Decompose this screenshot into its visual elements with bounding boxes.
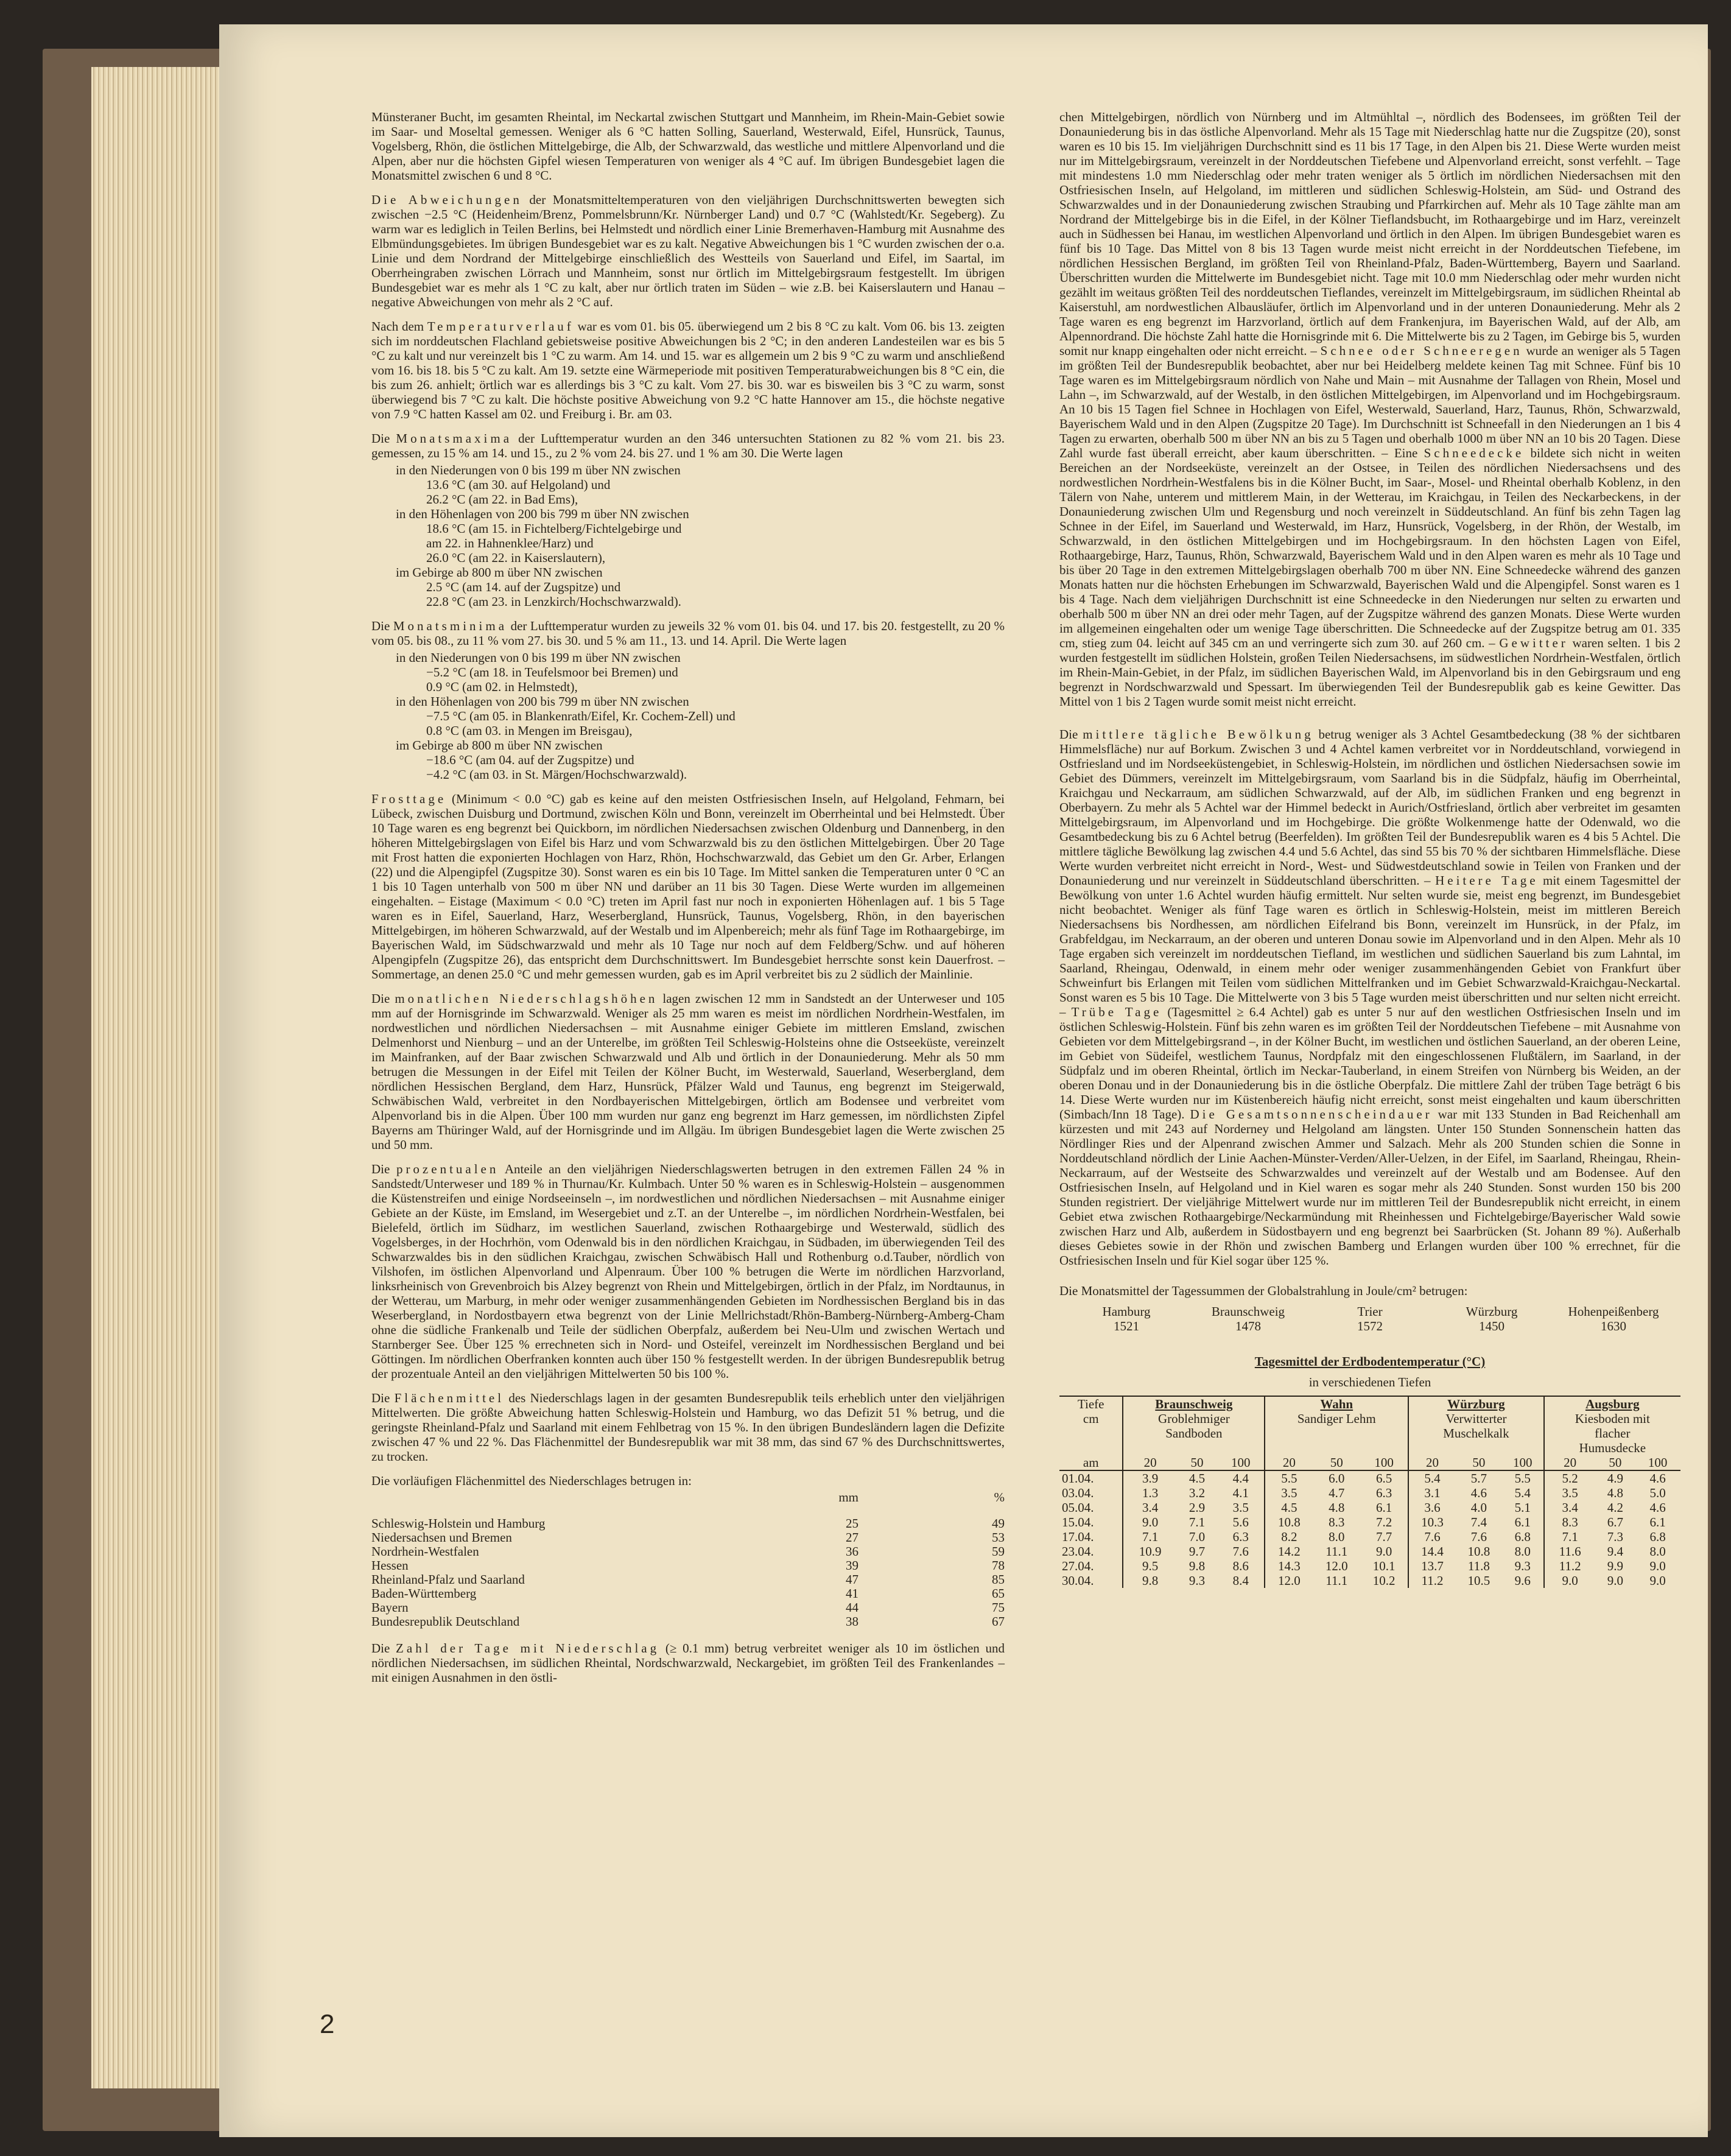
date-label: am <box>1059 1455 1123 1470</box>
soil-temp-value: 7.7 <box>1375 1529 1392 1544</box>
station-value: 1478 <box>1235 1319 1261 1333</box>
table-row <box>371 1615 1005 1629</box>
soil-temp-value: 4.7 <box>1329 1486 1345 1500</box>
soil-temp-value: 5.5 <box>1265 1470 1313 1486</box>
soil-temp-value: 7.1 <box>1544 1529 1596 1544</box>
soil-temp-value: 10.8 <box>1467 1544 1490 1559</box>
soil-temp-value: 9.0 <box>1649 1573 1666 1588</box>
soil-temp-value: 8.0 <box>1329 1529 1345 1544</box>
soil-temp-value: 6.8 <box>1649 1529 1666 1544</box>
soil-temp-value: 14.3 <box>1265 1559 1313 1573</box>
row-date: 27.04. <box>1062 1559 1094 1573</box>
depth-header: 50 <box>1456 1455 1502 1470</box>
soil-temp-value: 5.6 <box>1232 1515 1249 1529</box>
depth-header: 20 <box>1408 1455 1456 1470</box>
soil-temp-value: 11.2 <box>1544 1559 1596 1573</box>
soil-temp-value: 9.8 <box>1189 1559 1206 1573</box>
station-name: Augsburg <box>1544 1396 1680 1411</box>
soil-temp-value: 5.4 <box>1408 1470 1456 1486</box>
soil-temp-value: 9.3 <box>1189 1573 1206 1588</box>
soil-temp-value: 7.0 <box>1189 1529 1206 1544</box>
soil-temp-value: 6.3 <box>1375 1486 1392 1500</box>
soil-temp-value: 9.4 <box>1607 1544 1624 1559</box>
value-line: im Gebirge ab 800 m über NN zwischen <box>396 738 603 753</box>
paragraph-frosttage: Frosttage (Minimum < 0.0 °C) gab es keine auf den meisten Ostfriesischen Inseln, auf Helgoland, Fehmarn, bei Lübeck, zwischen Duisburg und Dortmund, zwischen Köln und Bonn, vereinzelt im Oberrheintal und bei Helmstedt. Über 10 Tage waren es eng begrenzt bei Quickborn, im nördlichen Niedersachsen zwischen Oldenburg und Dannenberg, in den höheren Mittelgebirgslagen von Eifel bis Harz und vom Schwarzwald bis zu den östlichen Mittelgebirgen. Über 20 Tage mit Frost hatten die exponierten Hochlagen von Harz, Rhön, Hochschwarzwald, das Gebiet um den Gr. Arber, Erlangen (22) und die Alpengipfel (Zugspitze 30). Sonst waren es ein bis 10 Tage. Im Mittel sanken die Temperaturen unter 0 °C an 1 bis 10 Tagen unterhalb von 500 m über NN und darüber an 11 bis 30 Tagen. Diese Werte wurden im allgemeinen eingehalten. – Eistage (Maximum < 0.0 °C) treten im April fast nur noch in exponierten Höhenlagen auf. 1 bis 5 Tage waren es in Eifel, Sauerland, Harz, Weserbergland, Hunsrück, Taunus, Vogelsberg, Rhön, in den bayerischen Mittelgebirgen, im höheren Schwarzwald, auf der Westalb und im Alpenbereich; mehr als fünf Tage im Rothaargebirge, im Bayerischen Wald, im Südschwarzwald und mehr als 10 Tage nur noch auf dem Feldberg/Schw. und auf höheren Alpengipfeln (Zugspitze 26), das entspricht dem Durchschnittswert. Im Bundesgebiet herrschte sonst kein Dauerfrost. – Sommertage, an denen 25.0 °C und mehr gemessen wurden, gab es im April verbreitet bis zu 2 südlich der Mainlinie. <box>371 792 1005 981</box>
station-soil-type: flacher <box>1544 1426 1680 1441</box>
soil-temp-value: 6.3 <box>1232 1529 1249 1544</box>
table-row <box>371 1559 1005 1573</box>
soil-temp-value: 4.9 <box>1607 1471 1624 1486</box>
soil-temp-value: 8.4 <box>1232 1573 1249 1588</box>
soil-temp-value: 3.4 <box>1544 1500 1596 1515</box>
value-line: 22.8 °C (am 23. in Lenzkirch/Hochschwarzwald). <box>426 594 681 609</box>
soil-temp-value: 3.9 <box>1123 1470 1176 1486</box>
soil-temp-value: 9.0 <box>1375 1544 1392 1559</box>
depth-header: 20 <box>1544 1455 1596 1470</box>
soil-temp-value: 2.9 <box>1189 1500 1206 1515</box>
cell-region: Rheinland-Pfalz und Saarland <box>371 1572 525 1587</box>
precipitation-table <box>371 1491 1005 1629</box>
depth-label: Tiefe <box>1059 1396 1123 1411</box>
soil-temp-value: 10.2 <box>1372 1573 1396 1588</box>
soil-temp-value: 8.0 <box>1649 1544 1666 1559</box>
paragraph-monatsmaxima: Die Monatsmaxima der Lufttemperatur wurden an den 346 untersuchten Stationen zu 82 % vom 21. bis 23. gemessen, zu 15 % am 14. und 15., zu 2 % vom 24. bis 27. und 1 % am 30. Die Werte lagen <box>371 431 1005 460</box>
soil-temp-value: 14.4 <box>1408 1544 1456 1559</box>
soil-temp-value: 5.0 <box>1649 1486 1666 1500</box>
station-soil-type: Groblehmiger <box>1123 1411 1265 1426</box>
soil-temp-value: 7.6 <box>1232 1544 1249 1559</box>
table-row <box>1059 1486 1680 1500</box>
value-line: 26.2 °C (am 22. in Bad Ems), <box>426 492 578 507</box>
paragraph-prozentual: Die prozentualen Anteile an den vieljährigen Niederschlagswerten betrugen in den extremen Fällen 24 % in Sandstedt/Unterweser und 189 % in Thurnau/Kr. Kulmbach. Unter 50 % waren es in Schleswig-Holstein – ausgenommen die Küstenstreifen und einige Nordseeinseln –, im nordwestlichen und nördlichen Niedersachsen – mit Ausnahme einiger Gebiete an der Küste, im Emsland, im Wesergebiet und z.T. an der Unterelbe –, im nördlichen Nordrhein-Westfalen, bei Bielefeld, örtlich im Südharz, im westlichen Sauerland, zwischen Rothaargebirge und Westerwald, südlich des Vogelsberges, in der Hochrhön, vom Odenwald bis in den nördlichen Kraichgau, in Südbaden, im überwiegenden Teil des Schwarzwaldes bis in den südlichen Kraichgau, zwischen Schwäbisch Hall und Rothenburg o.d.Tauber, nördlich von Vilshofen, im östlichen Alpenvorland und Alpenraum. Über 100 % betrugen die Werte im nördlichen Harzvorland, linksrheinisch von Grevenbroich bis Alzey begrenzt von Rhein und Mittelgebirgen, örtlich in der Pfalz, im Nordtaunus, in der Wetterau, um Marburg, in mehr oder weniger zusammenhängenden Gebieten im Nordhessischen Bergland bis in das Weserbergland, in Nordostbayern etwa begrenzt von der Linie Mellrichstadt/Rhön-Bamberg-Nürnberg-Amberg-Cham ohne die südliche Frankenalb und Teile der südlichen Oberpfalz, außerdem bei Neu-Ulm und zwischen Wertach und Starnberger See. Über 125 % errechneten sich in Nord- und Osteifel, vereinzelt im Nordhessischen Bergland und bei Göttingen. Im nördlichen Oberfranken konnten auch über 150 % festgestellt werden. In der übrigen Bundesrepublik betrug der prozentuale Anteil an den vieljährigen Mittelwerten 50 bis 100 %. <box>371 1162 1005 1381</box>
depth-header: 100 <box>1360 1455 1408 1470</box>
depth-header: 20 <box>1123 1455 1176 1470</box>
paragraph-niederschlagstage: Die Zahl der Tage mit Niederschlag (≥ 0.1 mm) betrug verbreitet weniger als 10 im östlichen und nördlichen Niedersachsen, im südlichen Rheintal, Nordschwarzwald, Neckargebiet, im größten Teil des Frankenlandes – mit einigen Ausnahmen in den östli- <box>371 1641 1005 1685</box>
soil-temp-value: 7.2 <box>1375 1515 1392 1529</box>
cell-region: Nordrhein-Westfalen <box>371 1544 479 1559</box>
value-line: in den Niederungen von 0 bis 199 m über NN zwischen <box>396 463 681 477</box>
paragraph-niederschlag-cont: chen Mittelgebirgen, nördlich von Nürnberg und im Altmühltal –, nördlich des Bodensees, im größten Teil der Donauniederung bis in das östliche Alpenvorland. Mehr als 15 Tage mit Niederschlag hatte nur die Zugspitze (20), sonst waren es 10 bis 15. Im vieljährigen Durchschnitt sind es 11 bis 17 Tage, in den Alpen bis 21. Diese Werte wurden meist nur im Mittelgebirgsraum, vereinzelt in der Norddeutschen Tiefebene und Alpenvorland erreicht, sonst verfehlt. – Tage mit mindestens 1.0 mm Niederschlag oder mehr traten weniger als 5 örtlich im nördlichen Niedersachsen mit den Ostfriesischen Inseln, auf Helgoland, im mittleren und südlichen Schleswig-Holstein, am Süd- und Ostrand des Schwarzwaldes und in der Donauniederung zwischen Straubing und Pfarrkirchen auf. Mehr als 10 Tage zählte man am Nordrand der Mittelgebirge bis in die Eifel, in der Kölner Tieflandsbucht, im Rothaargebirge und im Harz, vereinzelt auch in Südhessen bei Hanau, im westlichen Alpenvorland und örtlich in den Alpen. Im übrigen Bundesgebiet waren es fünf bis 10 Tage. Das Mittel von 8 bis 13 Tagen wurde meist nicht erreicht in der Norddeutschen Tiefebene, im nördlichen Hessischen Bergland, im größten Teil von Rheinland-Pfalz, Baden-Württemberg, Bayern und Saarland. Überschritten wurden die Mittelwerte im Bundesgebiet nicht. Tage mit 10.0 mm Niederschlag oder mehr wurden nicht gezählt im weitaus größten Teil des norddeutschen Tieflandes, vereinzelt im Mittelgebirgsraum, im südlichen Rheintal ab Kaiserstuhl, am nordwestlichen Albausläufer, örtlich im Alpenvorland und in der unteren Donauniederung. Mehr als 2 Tage waren es eng begrenzt im Harzvorland, örtlich auf dem Frankenjura, im Bayerischen Wald, auf der Alb, am Alpennordrand. Die höchste Zahl hatte die Hornisgrinde mit 6. Die Mittelwerte bis zu 2 Tagen, im Gebirge bis 5, wurden somit nur knapp eingehalten oder nicht erreicht. – Schnee oder Schneeregen wurde an weniger als 5 Tagen im größten Teil der Bundesrepublik beobachtet, aber nur bei Heidelberg meldete keinen Tag mit Schnee. Fünf bis 10 Tage waren es im Mittelgebirgsraum nördlich von Nahe und Main – mit Ausnahme der Tallagen von Rhein, Mosel und Lahn –, im Schwarzwald, auf der Westalb, in den östlichen Mittelgebirgen, im Alpenvorland und im Hochgebirgsraum. An 10 bis 15 Tagen fiel Schnee in Hochlagen von Eifel, Westerwald, Sauerland, Harz, Taunus, Rhön, Schwarzwald, Bayerischem Wald und in den Alpen (Zugspitze 20 Tage). Im Durchschnitt ist Schneefall in den Niederungen an 1 bis 4 Tagen zu erwarten, oberhalb 500 m über NN an bis zu 5 Tagen und oberhalb 1000 m über NN an 10 bis 20 Tagen. Diese Zahl wurde fast überall erreicht, aber kaum überschritten. – Eine Schneedecke bildete sich nicht in weiten Bereichen an der Nordseeküste, vereinzelt an der Ostsee, in Teilen des nördlichen Niedersachsens und des nordwestlichen Nordrhein-Westfalens bis in die Kölner Bucht, im Saar-, Mosel- und Rheintal oberhalb Koblenz, in den Tälern von Nahe, unterem und mittlerem Main, in der Wetterau, im Kraichgau, in Teilen des Neckarbeckens, in der Donauniederung zwischen Ulm und Regensburg und noch vereinzelt in Süddeutschland. An fünf bis zehn Tagen lag Schnee in der Eifel, im Sauerland und Westerwald, im Harz, Hunsrück, Vogelsberg, in der Rhön, der Westalb, im Schwarzwald, in den östlichen Mittelgebirgen und im Hochgebirgsraum. In den höchsten Lagen von Eifel, Rothaargebirge, Harz, Taunus, Rhön, Schwarzwald, Bayerischem Wald und in den Alpen waren es mehr als 10 Tage und bis über 20 Tage in den extremen Mittelgebirgslagen oberhalb 700 m über NN. Eine Schneedecke während des ganzen Monats hatten nur die höchsten Erhebungen im Schwarzwald, Bayerischen Wald und die Alpengipfel. Sonst waren es 1 bis 4 Tage. Nach dem vieljährigen Durchschnitt ist eine Schneedecke in den Niederungen nur selten zu erwarten und oberhalb 500 m über NN an drei oder mehr Tagen, auf der Zugspitze während des ganzen Monats. Diese Werte wurden im allgemeinen eingehalten oder um wenige Tage überschritten. Die Schneedecke auf der Zugspitze betrug am 01. 335 cm, stieg zum 04. leicht auf 345 cm an und verringerte sich zum 30. auf 260 cm. – Gewitter waren selten. 1 bis 2 wurden festgestellt im südlichen Holstein, großen Teilen Niedersachsens, im südwestlichen Nordrhein-Westfalen, örtlich im Rhein-Main-Gebiet, in der Pfalz, im südlichen Bayerischen Wald, im Alpenvorland bis in den Gebirgsraum und eng begrenzt in Nordschwarzwald und Spessart. Im überwiegenden Teil der Bundesrepublik gab es keine Gewitter. Das Mittel von 1 bis 2 Tagen wurde somit meist nicht erreicht. <box>1059 110 1681 709</box>
table-row <box>371 1601 1005 1615</box>
soil-temp-value: 10.9 <box>1123 1544 1176 1559</box>
soil-temp-value: 4.2 <box>1607 1500 1624 1515</box>
depth-header: 100 <box>1502 1455 1544 1470</box>
soil-temp-value: 5.5 <box>1514 1471 1531 1486</box>
soil-temp-value: 5.1 <box>1514 1500 1531 1515</box>
station-soil-type <box>1123 1441 1265 1455</box>
cell-region: Schleswig-Holstein und Hamburg <box>371 1516 546 1531</box>
cell-mm: 38 <box>846 1614 858 1629</box>
station-soil-type <box>1408 1441 1543 1455</box>
soil-temp-value: 4.4 <box>1232 1471 1249 1486</box>
soil-temp-value: 3.5 <box>1232 1500 1249 1515</box>
cell-region: Niedersachsen und Bremen <box>371 1530 512 1545</box>
soil-temp-value: 10.5 <box>1467 1573 1490 1588</box>
paragraph-monatsminima: Die Monatsminima der Lufttemperatur wurden zu jeweils 32 % vom 01. bis 04. und 17. bis 20. festgestellt, zu 20 % vom 05. bis 08., zu 11 % vom 27. bis 30. und 5 % am 11., 13. und 14. April. Die Werte lagen <box>371 619 1005 648</box>
station-soil-type: Verwitterter <box>1408 1411 1543 1426</box>
cell-pct: 53 <box>992 1530 1005 1545</box>
soil-temp-value: 3.2 <box>1189 1486 1206 1500</box>
soil-temp-value: 1.3 <box>1123 1486 1176 1500</box>
paragraph: Münsteraner Bucht, im gesamten Rheintal, im Neckartal zwischen Stuttgart und Mannheim, im Rhein-Main-Gebiet sowie im Saar- und Moseltal gemessen. Weniger als 6 °C hatten Solling, Sauerland, Westerwald, Eifel, Hunsrück, Taunus, Vogelsberg, Rhön, die östlichen Mittelgebirge, die Alb, der Schwarzwald, das westliche und mittlere Alpenvorland und die Alpen, aber nur die höchsten Gipfel wiesen Temperaturen von weniger als 4 °C auf. Im übrigen Bundesgebiet lagen die Monatsmittel zwischen 6 und 8 °C. <box>371 110 1005 183</box>
soil-temp-value: 3.4 <box>1123 1500 1176 1515</box>
cell-pct: 59 <box>992 1544 1005 1559</box>
station-name: Trier <box>1357 1304 1383 1319</box>
station-soil-type: Humusdecke <box>1544 1441 1680 1455</box>
cell-pct: 49 <box>992 1516 1005 1531</box>
cell-pct: 67 <box>992 1614 1005 1629</box>
cell-pct: 85 <box>992 1572 1005 1587</box>
table-row <box>371 1587 1005 1601</box>
row-date: 01.04. <box>1062 1471 1094 1486</box>
globalstrahlung-title: Die Monatsmittel der Tagessummen der Globalstrahlung in Joule/cm² betrugen: <box>1059 1283 1468 1298</box>
soil-temp-value: 10.3 <box>1408 1515 1456 1529</box>
soil-temp-value: 11.1 <box>1325 1573 1348 1588</box>
soil-table-title: Tagesmittel der Erdbodentemperatur (°C) <box>1254 1354 1486 1369</box>
row-date: 17.04. <box>1062 1529 1094 1544</box>
value-line: im Gebirge ab 800 m über NN zwischen <box>396 565 603 580</box>
soil-temp-value: 11.2 <box>1408 1573 1456 1588</box>
value-line: 26.0 °C (am 22. in Kaiserslautern), <box>426 550 606 565</box>
station-soil-type: Kiesboden mit <box>1544 1411 1680 1426</box>
table-row <box>1059 1470 1680 1486</box>
table-row <box>1059 1573 1680 1588</box>
maxima-list <box>371 463 1005 609</box>
soil-temp-value: 7.1 <box>1123 1529 1176 1544</box>
table-row <box>1059 1559 1680 1573</box>
soil-temp-value: 5.7 <box>1470 1471 1487 1486</box>
row-date: 30.04. <box>1062 1573 1094 1588</box>
soil-temp-value: 4.5 <box>1265 1500 1313 1515</box>
station-value: 1450 <box>1479 1319 1505 1333</box>
depth-header: 20 <box>1265 1455 1313 1470</box>
value-line: am 22. in Hahnenklee/Harz) und <box>426 536 594 550</box>
station-name: Braunschweig <box>1123 1396 1265 1411</box>
table-row <box>371 1573 1005 1587</box>
cell-mm: 27 <box>846 1530 858 1545</box>
column-header-mm: mm <box>838 1490 858 1505</box>
depth-header: 50 <box>1177 1455 1217 1470</box>
table-header-row <box>371 1491 1005 1505</box>
depth-unit: cm <box>1083 1411 1099 1426</box>
station-name: Wahn <box>1265 1396 1408 1411</box>
station-value: 1630 <box>1601 1319 1626 1333</box>
value-line: 13.6 °C (am 30. auf Helgoland) und <box>426 477 611 492</box>
depth-header: 50 <box>1596 1455 1635 1470</box>
station-soil-type <box>1265 1426 1408 1441</box>
soil-temp-value: 6.1 <box>1514 1515 1531 1529</box>
column-header-pct: % <box>994 1490 1005 1505</box>
table-row <box>1059 1515 1680 1529</box>
soil-temp-value: 9.5 <box>1123 1559 1176 1573</box>
cell-mm: 44 <box>846 1600 858 1615</box>
paragraph-temperaturverlauf: Nach dem Temperaturverlauf war es vom 01. bis 05. überwiegend um 2 bis 8 °C zu kalt. Vom 06. bis 13. zeigten sich im norddeutschen Flachland gebietsweise positive Abweichungen bis 2 °C; in den anderen Landesteilen war es bis 5 °C zu kalt und nur vereinzelt bis 1 °C zu warm. Am 14. und 15. war es allgemein um 2 bis 9 °C zu warm und anschließend vom 16. bis 18. bis 5 °C zu kalt. Am 19. setzte eine Wärmeperiode mit positiven Temperaturabweichungen bis 8 °C ein, die bis zum 26. anhielt; örtlich war es allerdings bis 3 °C zu kalt. Vom 27. bis 30. war es bisweilen bis 3 °C zu warm, sonst überwiegend bis 7 °C zu kalt. Die höchste positive Abweichung von 9.2 °C hatte Hannover am 15., die höchste negative von 7.9 °C hatten Kassel am 02. und Freiburg i. Br. am 03. <box>371 319 1005 421</box>
cell-pct: 75 <box>992 1600 1005 1615</box>
soil-temp-value: 9.7 <box>1189 1544 1206 1559</box>
soil-temp-value: 8.3 <box>1329 1515 1345 1529</box>
soil-temp-value: 4.6 <box>1649 1500 1666 1515</box>
soil-temp-value: 9.8 <box>1123 1573 1176 1588</box>
minima-list <box>371 650 1005 782</box>
soil-temp-value: 11.1 <box>1325 1544 1348 1559</box>
table-row <box>371 1531 1005 1545</box>
paragraph-niederschlagshoehen: Die monatlichen Niederschlagshöhen lagen zwischen 12 mm in Sandstedt an der Unterweser und 105 mm auf der Hornisgrinde im Schwarzwald. Weniger als 25 mm waren es meist im nördlichen Nordrhein-Westfalen, im nordwestlichen und nördlichen Niedersachsen – mit Ausnahme einiger Gebiete im mittleren Emsland, zwischen Delmenhorst und Nienburg – und an der Unterelbe, im größten Teil Schleswig-Holsteins ohne die Ostseeküste, vereinzelt im Mainfranken, auf der Baar zwischen Schwarzwald und Alb und örtlich in der Donauniederung. Mehr als 50 mm betrugen die Messungen in der Eifel mit Teilen der Kölner Bucht, im Westerwald, Sauerland, Weserbergland, dem nördlichen Hessischen Bergland, dem Harz, Hunsrück, Pfälzer Wald und Taunus, eng begrenzt im Steigerwald, Schwäbischen Wald, verbreitet in den Nordbayerischen Mittelgebirgen, örtlich am Bodensee und verbreitet vom Alpenvorland bis in die Alpen. Über 100 mm wurden nur ganz eng begrenzt im Harz gemessen, im nördlichsten Zipfel Bayerns am Thüringer Wald, auf der Hornisgrinde und im Allgäu. Im übrigen Bundesgebiet lagen die Werte zwischen 25 und 50 mm. <box>371 991 1005 1152</box>
cell-mm: 41 <box>846 1586 858 1601</box>
soil-temp-value: 6.0 <box>1329 1471 1345 1486</box>
soil-table-subtitle: in verschiedenen Tiefen <box>1308 1375 1431 1389</box>
value-line: 18.6 °C (am 15. in Fichtelberg/Fichtelgebirge und <box>426 521 682 536</box>
soil-temp-value: 6.1 <box>1375 1500 1392 1515</box>
soil-temp-value: 12.0 <box>1325 1559 1348 1573</box>
soil-temp-value: 6.7 <box>1607 1515 1624 1529</box>
cell-mm: 47 <box>846 1572 858 1587</box>
soil-temp-value: 6.8 <box>1514 1529 1531 1544</box>
cell-pct: 78 <box>992 1558 1005 1573</box>
globalstrahlung-stations <box>1059 1304 1680 1319</box>
cell-region: Baden-Württemberg <box>371 1586 477 1601</box>
soil-temp-value: 9.0 <box>1123 1515 1176 1529</box>
depth-header: 100 <box>1217 1455 1265 1470</box>
value-line: in den Niederungen von 0 bis 199 m über NN zwischen <box>396 650 681 665</box>
soil-temp-value: 4.8 <box>1329 1500 1345 1515</box>
table-row <box>1059 1500 1680 1515</box>
soil-temp-value: 6.5 <box>1375 1471 1392 1486</box>
cell-pct: 65 <box>992 1586 1005 1601</box>
soil-temp-value: 12.0 <box>1265 1573 1313 1588</box>
value-line: 0.8 °C (am 03. in Mengen im Breisgau), <box>426 723 633 738</box>
table-row <box>1059 1529 1680 1544</box>
soil-temp-value: 9.0 <box>1544 1573 1596 1588</box>
value-line: −7.5 °C (am 05. in Blankenrath/Eifel, Kr. Cochem-Zell) und <box>426 709 736 723</box>
station-soil-type: Sandboden <box>1123 1426 1265 1441</box>
station-value: 1572 <box>1357 1319 1383 1333</box>
soil-temp-value: 9.0 <box>1649 1559 1666 1573</box>
soil-temp-value: 7.6 <box>1470 1529 1487 1544</box>
spacer <box>1059 1426 1123 1441</box>
soil-temp-value: 7.3 <box>1607 1529 1624 1544</box>
row-date: 15.04. <box>1062 1515 1094 1529</box>
value-line: −4.2 °C (am 03. in St. Märgen/Hochschwarzwald). <box>426 767 687 782</box>
paragraph-bewoelkung: Die mittlere tägliche Bewölkung betrug weniger als 3 Achtel Gesamtbedeckung (38 % der sichtbaren Himmelsfläche) nur auf Borkum. Zwischen 3 und 4 Achtel kamen verbreitet vor in Norddeutschland, vorwiegend in Ostfriesland und im Nordseeküstengebiet, in Schleswig-Holstein, im nördlichen und östlichen Niedersachsen sowie im Gebiet des Dümmers, vereinzelt im Mittelgebirgsraum, vom Saarland bis in die Südpfalz, häufig im Oberrheintal, Kraichgau und Neckarraum, am südlichen Schwarzwald, auf der Alb, im südlichen Franken und eng begrenzt in Oberbayern. Zu mehr als 5 Achtel war der Himmel bedeckt in Aurich/Ostfriesland, örtlich aber verbreitet im gesamten Mittelgebirgsraum, im Alpenvorland und im Hochgebirge. Die größte Wolkenmenge hatte der Odenwald, wo die Gesamtbedeckung bis zu 6 Achtel betrug (Beerfelden). Im größten Teil der Bundesrepublik waren es 4 bis 5 Achtel. Die mittlere tägliche Bewölkung lag zwischen 4.4 und 5.6 Achtel, das sind 55 bis 70 % der sichtbaren Himmelsfläche. Diese Werte wurden verbreitet nicht erreicht in Nord-, West- und Südwestdeutschland sowie in Teilen von Franken und der Donauniederung und nur vereinzelt in Süddeutschland überschritten. – Heitere Tage mit einem Tagesmittel der Bewölkung von unter 1.6 Achtel wurden häufig ermittelt. Nur selten wurde sie, meist eng begrenzt, im Bundesgebiet nicht beobachtet. Weniger als fünf Tage waren es örtlich in Schleswig-Holstein, meist im mittleren Bereich Niedersachsens bis Nordhessen, am nördlichen Eifelrand bis Bonn, vereinzelt im Hunsrück, in der Pfalz, im Grabfeldgau, im Neckarraum, an der oberen und unteren Donau sowie im Alpenvorland und in den Alpen. Mehr als 10 Tage ergaben sich vereinzelt im norddeutschen Tiefland, im westlichen und südlichen Sauerland bis zum Lahntal, im Saarland, Rheingau, Odenwald, in einem mehr oder weniger zusammenhängenden Gebiet von Frankfurt über Schweinfurt bis Erlangen mit Teilen vom südlichen Mittelfranken und im Gebiet Schwarzwald-Kraichgau-Neckartal. Sonst waren es 5 bis 10 Tage. Die Mittelwerte von 3 bis 5 Tage wurden meist überschritten und nur selten nicht erreicht. – Trübe Tage (Tagesmittel ≥ 6.4 Achtel) gab es unter 5 nur auf den westlichen Ostfriesischen Inseln und im östlichen Schleswig-Holstein. Fünf bis zehn waren es im größten Teil der Norddeutschen Tiefebene – mit Ausnahme von Gebieten vor dem Mittelgebirgsrand –, in der Kölner Bucht, im westlichen und östlichen Sauerland, an der oberen Leine, im Gebiet von Südeifel, westlichem Taunus, Nordpfalz mit den eingeschlossenen Flußtälern, im Saarland, in der Südpfalz und im oberen Rheintal, örtlich im Neckar-Tauberland, in einem Streifen von Nürnberg bis Weiden, an der oberen Donau und in der Donauniederung bis in die östliche Oberpfalz. Die mittlere Zahl der trüben Tage beträgt 6 bis 14. Diese Werte wurden nur im Küstenbereich häufig nicht erreicht, sonst meist eingehalten und kaum überschritten (Simbach/Inn 18 Tage). Die Gesamtsonnenscheindauer war mit 133 Stunden in Bad Reichenhall am kürzesten und mit 243 auf Norderney und Helgoland am längsten. Unter 150 Stunden Sonnenschein hatten das Nördlinger Ries und der Alpenrand zwischen Ammer und Salzach. Mehr als 200 Stunden schien die Sonne in Norddeutschland nördlich der Linie Aachen-Münster-Verden/Aller-Uelzen, in der Eifel, im Saarland, Rheingau, Rhein-Neckarraum, auf der Westseite des Schwarzwaldes und vereinzelt auf der Westalb und am Bodensee. Auf den Ostfriesischen Inseln, auf Helgoland und in Kiel waren es sogar mehr als 240 Stunden. Sonst wurden 150 bis 200 Stunden registriert. Der vieljährige Mittelwert wurde nur im mittleren Teil der Bundesrepublik nicht erreicht, in einem Gebiet etwa zwischen Rothaargebirge/Neckarmündung mit Rheinhessen und Fichtelgebirge/Bayerischer Wald sowie zwischen Harz und Alb, außerdem in Südostbayern und eng begrenzt bei Saarbrücken (St. Johann 89 %). Außerhalb dieses Gebietes sowie in der Rhön und zwischen Bamberg und Erlangen wurden über 100 % errechnet, für die Ostfriesischen Inseln und für Kiel sogar über 125 %. <box>1059 727 1681 1268</box>
page-number: 2 <box>320 2009 335 2039</box>
paragraph-flaechenmittel: Die Flächenmittel des Niederschlags lagen in der gesamten Bundesrepublik teils erheblich unter den vieljährigen Mittelwerten. Die größte Abweichung hatten Schleswig-Holstein und Hamburg, wo das Defizit 51 % betrug, und die geringste Rheinland-Pfalz und Saarland mit einem Fehlbetrag von 15 %. In den übrigen Bundesländern lagen die Defizite zwischen 47 % und 22 %. Das Flächenmittel der Bundesrepublik war mit 38 mm, das sind 67 % des Durchschnittswertes, zu trocken. <box>371 1391 1005 1464</box>
station-name: Hohenpeißenberg <box>1568 1304 1659 1319</box>
soil-temp-value: 4.5 <box>1189 1471 1206 1486</box>
soil-temp-value: 13.7 <box>1408 1559 1456 1573</box>
soil-temp-value: 9.0 <box>1607 1573 1624 1588</box>
soil-temp-value: 6.1 <box>1649 1515 1666 1529</box>
globalstrahlung-values <box>1059 1319 1680 1333</box>
row-date: 05.04. <box>1062 1500 1094 1515</box>
soil-temp-value: 4.8 <box>1607 1486 1624 1500</box>
soil-temp-value: 10.8 <box>1265 1515 1313 1529</box>
soil-temp-value: 7.4 <box>1470 1515 1487 1529</box>
cell-region: Bayern <box>371 1600 409 1615</box>
soil-temp-value: 8.3 <box>1544 1515 1596 1529</box>
soil-temp-value: 7.6 <box>1408 1529 1456 1544</box>
soil-temp-value: 5.2 <box>1544 1470 1596 1486</box>
value-line: in den Höhenlagen von 200 bis 799 m über NN zwischen <box>396 694 689 709</box>
value-line: −5.2 °C (am 18. in Teufelsmoor bei Bremen) und <box>426 665 678 679</box>
row-date: 03.04. <box>1062 1486 1094 1500</box>
soil-temp-value: 8.2 <box>1265 1529 1313 1544</box>
row-date: 23.04. <box>1062 1544 1094 1559</box>
soil-temp-value: 3.6 <box>1408 1500 1456 1515</box>
cell-mm: 36 <box>846 1544 858 1559</box>
soil-temp-value: 8.6 <box>1232 1559 1249 1573</box>
left-column <box>371 110 1005 1694</box>
station-name: Würzburg <box>1408 1396 1543 1411</box>
cell-mm: 25 <box>846 1516 858 1531</box>
soil-temp-value: 9.9 <box>1607 1559 1624 1573</box>
soil-temp-value: 3.5 <box>1544 1486 1596 1500</box>
station-name: Hamburg <box>1102 1304 1151 1319</box>
soil-temp-value: 5.4 <box>1514 1486 1531 1500</box>
depth-header: 50 <box>1313 1455 1360 1470</box>
station-soil-type <box>1265 1441 1408 1455</box>
value-line: −18.6 °C (am 04. auf der Zugspitze) und <box>426 753 634 767</box>
spacer <box>1059 1441 1123 1455</box>
soil-temp-value: 4.0 <box>1470 1500 1487 1515</box>
soil-temp-value: 8.0 <box>1514 1544 1531 1559</box>
table-row <box>1059 1544 1680 1559</box>
cell-region: Hessen <box>371 1558 409 1573</box>
soil-temp-value: 9.6 <box>1514 1573 1531 1588</box>
soil-temp-value: 7.1 <box>1189 1515 1206 1529</box>
right-column <box>1059 110 1680 1588</box>
station-name: Würzburg <box>1466 1304 1518 1319</box>
cell-region: Bundesrepublik Deutschland <box>371 1614 520 1629</box>
soil-temp-value: 4.6 <box>1649 1471 1666 1486</box>
soil-temp-value: 10.1 <box>1372 1559 1396 1573</box>
value-line: 0.9 °C (am 02. in Helmstedt), <box>426 679 578 694</box>
station-soil-type: Sandiger Lehm <box>1265 1411 1408 1426</box>
soil-temp-value: 4.6 <box>1470 1486 1487 1500</box>
table-row <box>371 1545 1005 1559</box>
soil-temp-value: 11.8 <box>1467 1559 1490 1573</box>
soil-temp-value: 3.5 <box>1265 1486 1313 1500</box>
station-value: 1521 <box>1114 1319 1139 1333</box>
paragraph-abweichungen: Die Abweichungen der Monatsmitteltemperaturen von den vieljährigen Durchschnittswerten bewegten sich zwischen −2.5 °C (Heidenheim/Brenz, Pommelsbrunn/Kr. Nürnberger Land) und 0.7 °C (Wahlstedt/Kr. Segeberg). Zu warm war es lediglich in Teilen Berlins, bei Helmstedt und nördlich einer Linie Bremerhaven-Hamburg mit Ausnahme des Elbmündungsgebietes. Im übrigen Bundesgebiet war es zu kalt. Negative Abweichungen bis 1 °C wurden zwischen der o.a. Linie und dem Nordrand der Mittelgebirge einschließlich des Westteils von Sauerland und Eifel, im Saartal, im Oberrheingraben zwischen Lörrach und Mannheim, sonst nur örtlich im Mittelgebirgsraum festgestellt. Im übrigen Bundesgebiet war es mehr als 1 °C zu kalt, aber nur örtlich traten im Süden – wie z.B. bei Kaiserslautern und Hanau – negative Abweichungen von mehr als 2 °C auf. <box>371 192 1005 309</box>
cell-mm: 39 <box>846 1558 858 1573</box>
station-soil-type: Muschelkalk <box>1408 1426 1543 1441</box>
soil-temp-value: 14.2 <box>1265 1544 1313 1559</box>
depth-header: 100 <box>1635 1455 1680 1470</box>
soil-temperature-table <box>1059 1396 1680 1588</box>
soil-temp-value: 9.3 <box>1514 1559 1531 1573</box>
value-line: 2.5 °C (am 14. auf der Zugspitze) und <box>426 580 621 594</box>
table-row <box>371 1517 1005 1531</box>
soil-temp-value: 11.6 <box>1544 1544 1596 1559</box>
paragraph-precip-intro: Die vorläufigen Flächenmittel des Niederschlages betrugen in: <box>371 1473 692 1488</box>
soil-temp-value: 4.1 <box>1232 1486 1249 1500</box>
value-line: in den Höhenlagen von 200 bis 799 m über NN zwischen <box>396 507 689 521</box>
soil-temp-value: 3.1 <box>1408 1486 1456 1500</box>
station-name: Braunschweig <box>1211 1304 1285 1319</box>
page-edges <box>91 67 237 2088</box>
